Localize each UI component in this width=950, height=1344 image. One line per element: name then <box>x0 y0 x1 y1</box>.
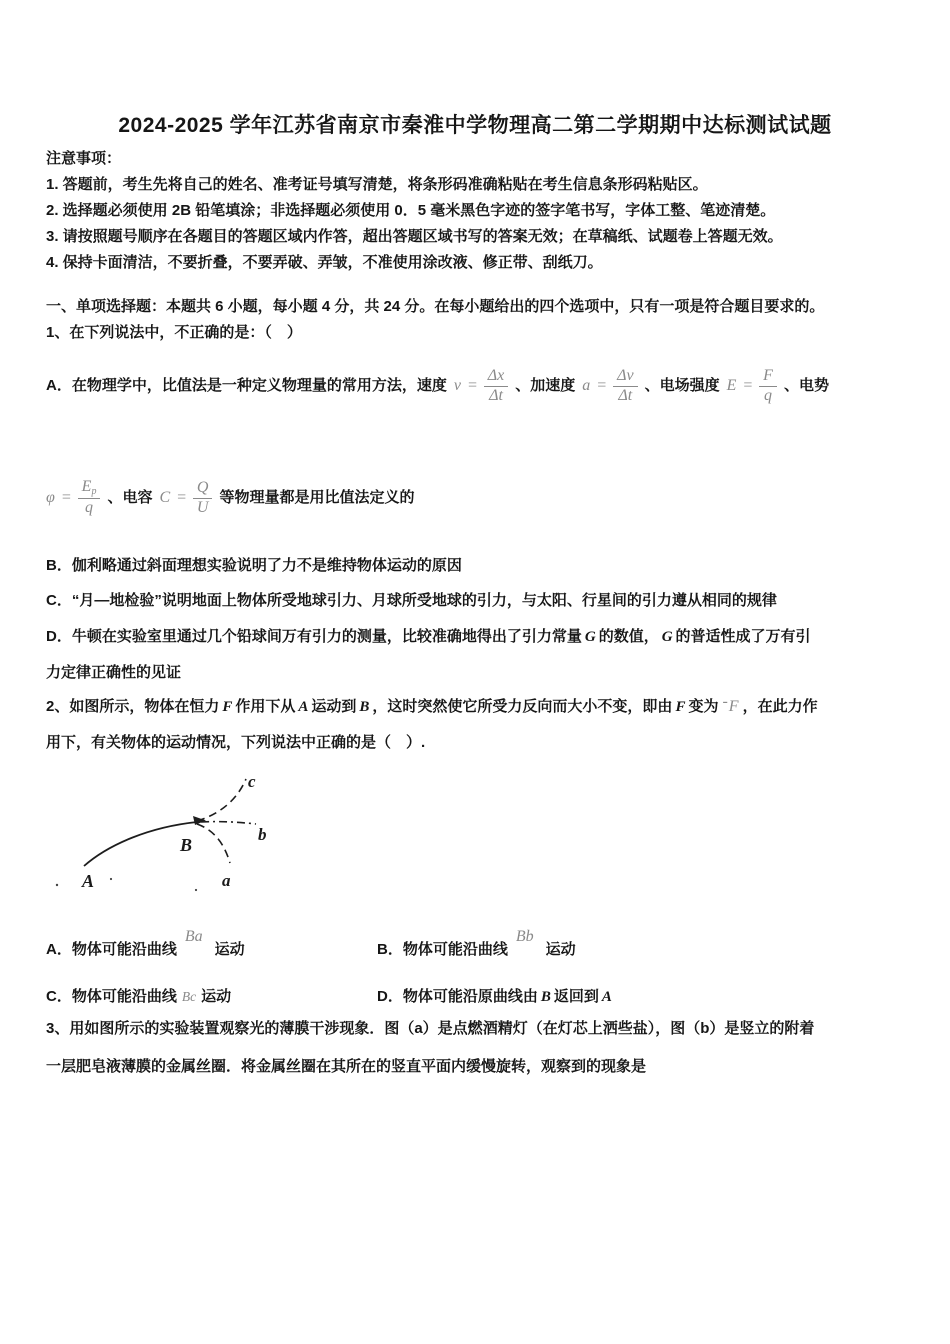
variable-B: B <box>540 989 551 1005</box>
variable-G: G <box>661 629 673 645</box>
question2-option-d: D．物体可能沿原曲线由 B 返回到 A <box>377 988 615 1007</box>
notice-item-4: 4. 保持卡面清洁，不要折叠，不要弄破、弄皱，不准使用涂改液、修正带、刮纸刀。 <box>46 254 603 271</box>
math-Bc: Bc <box>181 989 197 1004</box>
notice-item-3: 3. 请按照题号顺序在各题目的答题区域内作答，超出答题区域书写的答案无效；在草稿纸、试题卷上答题无效。 <box>46 228 783 245</box>
math-Bb: Bb <box>515 928 534 945</box>
option-a2-text-1: 、电容 <box>107 488 153 506</box>
math-Ba: Ba <box>184 928 203 945</box>
curve-Ba-dashed <box>197 824 230 863</box>
option-a-text-2: 、加速度 <box>515 376 576 394</box>
variable-F: F <box>222 699 233 715</box>
section1-header: 一、单项选择题：本题共 6 小题，每小题 4 分，共 24 分。在每小题给出的四个选项中，只有一项是符合题目要求的。 <box>46 298 825 315</box>
figure-label-c: c <box>248 772 256 791</box>
question2-option-c: C．物体可能沿曲线 Bc 运动 <box>46 988 232 1005</box>
option-a-text-1: A．在物理学中，比值法是一种定义物理量的常用方法，速度 <box>46 376 447 394</box>
variable-F: F <box>675 699 686 715</box>
question1-option-d-line1: D．牛顿在实验室里通过几个铅球间万有引力的测量，比较准确地得出了引力常量 G 的数值， G 的普适性成了万有引 <box>46 628 811 645</box>
notice-item-2: 2. 选择题必须使用 2B 铅笔填涂；非选择题必须使用 0．5 毫米黑色字迹的签字笔书写，字体工整、笔迹清楚。 <box>46 202 776 219</box>
question1-option-c: C．“月—地检验”说明地面上物体所受地球引力、月球所受地球的引力，与太阳、行星间的引力遵从相同的规律 <box>46 592 777 609</box>
figure-label-a: a <box>222 871 231 890</box>
question1-option-b: B．伽利略通过斜面理想实验说明了力不是维持物体运动的原因 <box>46 557 462 574</box>
scan-noise-dot <box>195 889 197 891</box>
figure-label-b: b <box>258 825 267 844</box>
variable-A: A <box>601 989 612 1005</box>
question2-trajectory-figure <box>54 762 286 908</box>
page-title: 2024-2025 学年江苏省南京市秦淮中学物理高二第二学期期中达标测试试题 <box>118 114 832 137</box>
question2-option-a: A．物体可能沿曲线Ba运动 <box>46 928 245 958</box>
formula-field-strength: E = $\frac{F}{q}$ <box>727 368 777 405</box>
scan-noise-dot <box>110 878 112 880</box>
notice-heading: 注意事项： <box>46 150 122 167</box>
scan-noise-dot <box>56 884 58 886</box>
notice-item-1: 1. 答题前，考生先将自己的姓名、准考证号填写清楚，将条形码准确粘贴在考生信息条形码粘贴区。 <box>46 176 708 193</box>
curve-Bb-dashed <box>201 822 256 824</box>
variable-G: G <box>584 629 596 645</box>
question1-stem: 1、在下列说法中，不正确的是：（ ） <box>46 324 302 341</box>
formula-negative-F: - F <box>722 693 739 715</box>
formula-capacitance: C = $\frac{Q}{U}$ <box>159 480 212 517</box>
question1-option-d-line2: 力定律正确性的见证 <box>46 664 182 681</box>
formula-acceleration: a = $\frac{\Delta v}{\Delta t}$ <box>582 368 637 405</box>
curve-Bc-dashed <box>197 779 246 821</box>
question1-option-a-line2 <box>46 466 415 530</box>
variable-B: B <box>359 699 370 715</box>
formula-potential: φ = $\frac{E_p}{q}$ <box>46 479 100 517</box>
figure-label-A: A <box>82 871 95 891</box>
question2-stem-line2: 用下，有关物体的运动情况，下列说法中正确的是（ ）. <box>46 734 426 751</box>
question3-stem-line1: 3、用如图所示的实验装置观察光的薄膜干涉现象．图（a）是点燃酒精灯（在灯芯上洒些盐），图（b）是竖立的附着 <box>46 1020 815 1037</box>
question1-option-a-line1 <box>46 354 829 418</box>
question2-option-b: B．物体可能沿曲线Bb运动 <box>377 928 576 958</box>
option-a2-text-2: 等物理量都是用比值法定义的 <box>219 488 415 506</box>
formula-velocity: v = $\frac{\Delta x}{\Delta t}$ <box>454 368 508 405</box>
arrowhead-at-B <box>193 816 206 825</box>
question3-stem-line2: 一层肥皂液薄膜的金属丝圈．将金属丝圈在其所在的竖直平面内缓慢旋转，观察到的现象是 <box>46 1058 647 1075</box>
option-a-text-4: 、电势 <box>783 376 829 394</box>
variable-A: A <box>298 699 309 715</box>
question2-stem-line1: 2、如图所示，物体在恒力 F 作用下从 A 运动到 B ，这时突然使它所受力反向而大小不变，即由 F 变为 - F ，在此力作 <box>46 693 818 715</box>
figure-label-B: B <box>180 835 193 855</box>
option-a-text-3: 、电场强度 <box>644 376 720 394</box>
